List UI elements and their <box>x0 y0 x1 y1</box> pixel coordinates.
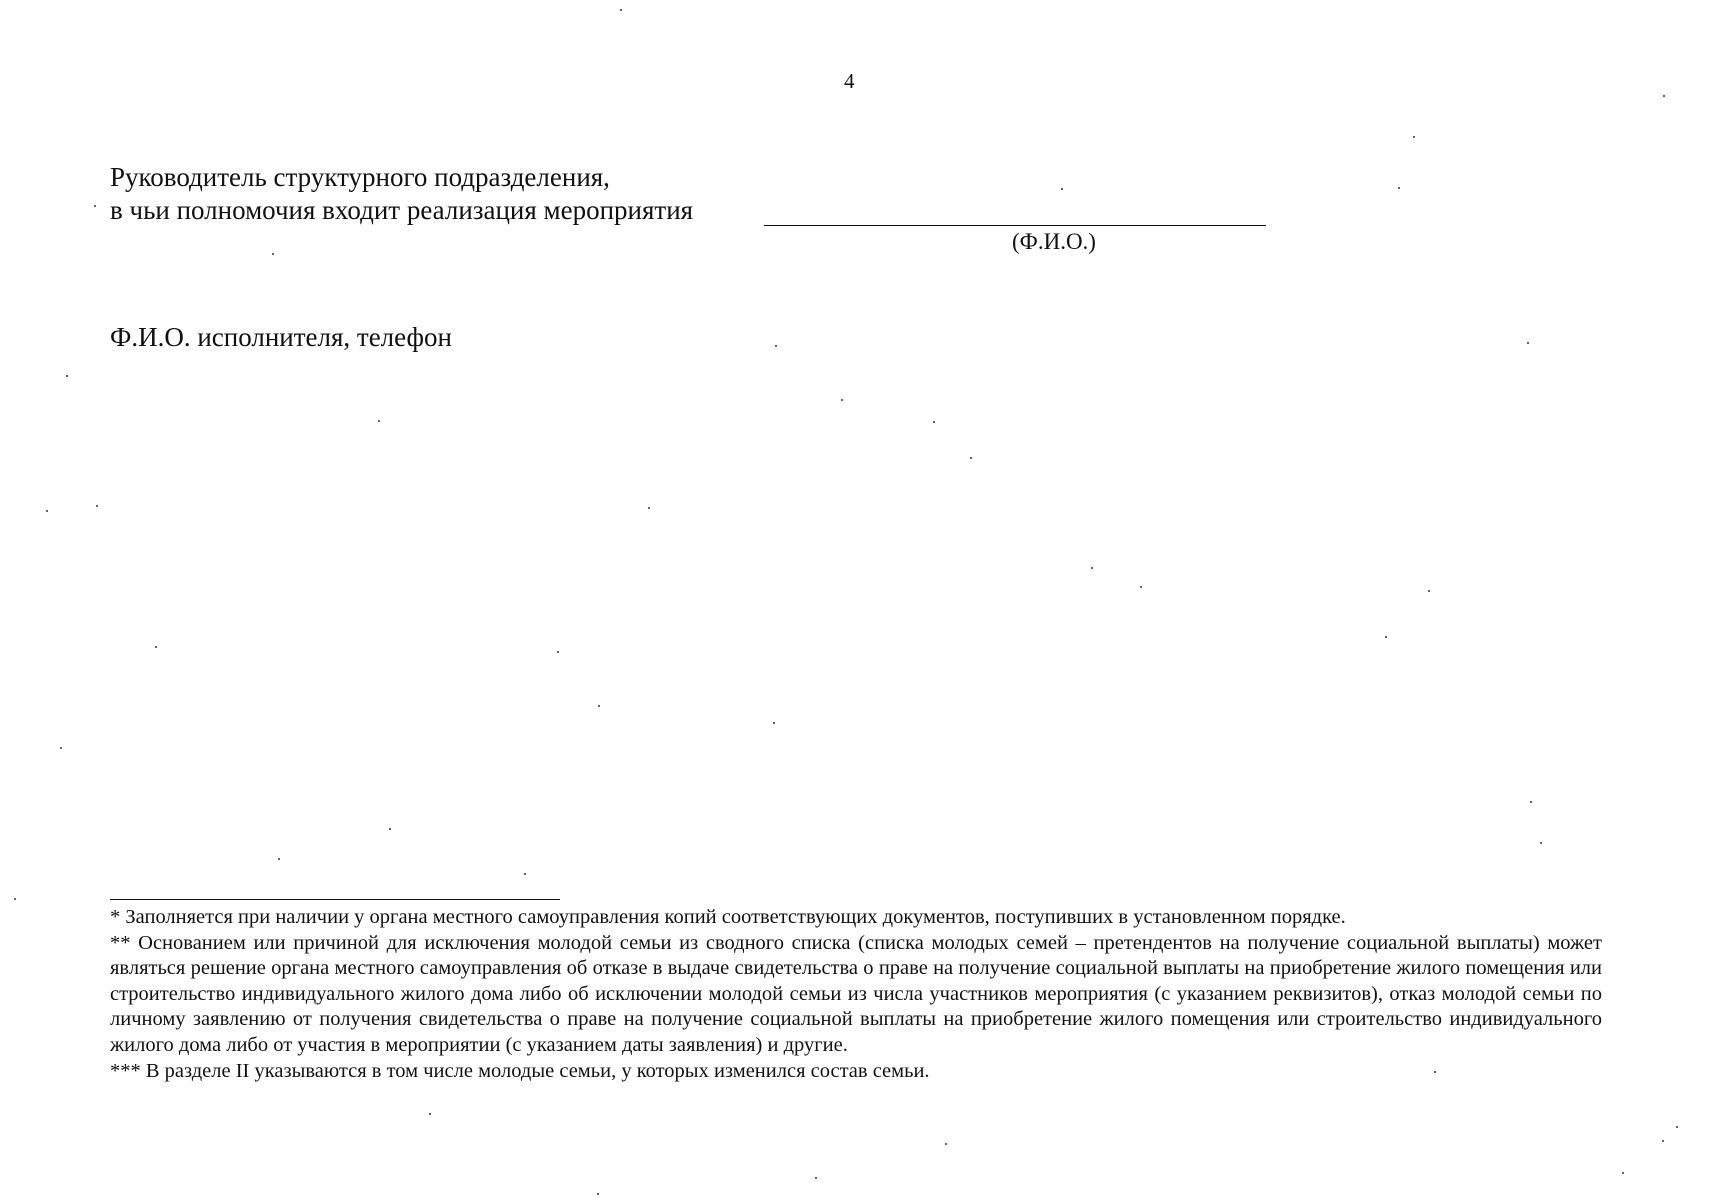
footnote-1: * Заполняется при наличии у органа местного самоуправления копий соответствующих документов, поступивших в установленном порядке. <box>110 906 1346 928</box>
page-number: 4 <box>844 69 855 93</box>
footnote-2: ** Основанием или причиной для исключения молодой семьи из сводного списка (списка молодых семей – претендентов на получение социальной выплаты) может являться решение органа местного самоуправления об отказе в выдаче свидетельства о праве на получение социальной выплаты на приобретение жилого помещения или строительство индивидуального жилого дома либо об исключении молодой семьи из числа участников мероприятия (с указанием реквизитов), отказ молодой семьи по личному заявлению от получения свидетельства о праве на получение социальной выплаты на приобретение жилого помещения или строительство индивидуального жилого дома либо от участия в мероприятии (с указанием даты заявления) и другие. <box>110 931 1602 1056</box>
signature-line <box>764 225 1266 226</box>
signature-caption: (Ф.И.О.) <box>1012 229 1096 254</box>
footnote-3: *** В разделе II указываются в том числе молодые семьи, у которых изменился состав семьи. <box>110 1059 930 1082</box>
footnotes <box>110 905 1602 1084</box>
signature-title-line-2: в чьи полномочия входит реализация мероприятия <box>110 195 694 225</box>
executor-label: Ф.И.О. исполнителя, телефон <box>110 322 452 352</box>
footnote-rule <box>110 899 560 900</box>
signature-title-line-1: Руководитель структурного подразделения, <box>110 162 610 192</box>
